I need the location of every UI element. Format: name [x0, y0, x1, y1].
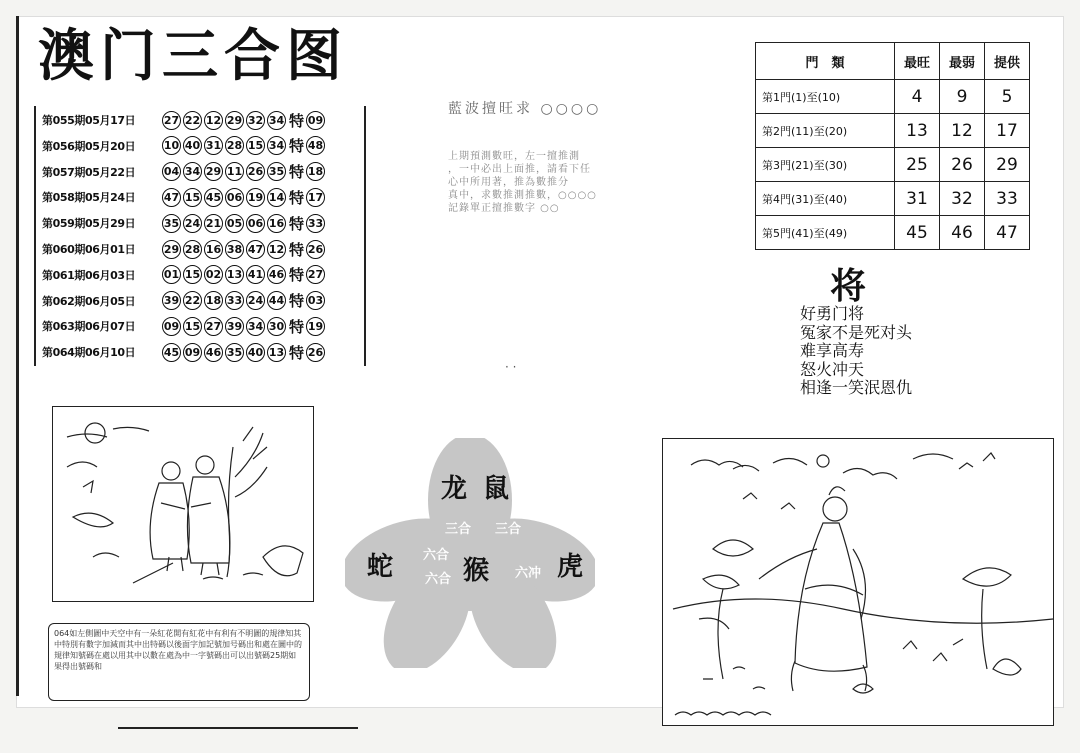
number-ball: 27 — [204, 317, 223, 336]
note-line: 心中所用著，推為數推分 — [448, 177, 569, 188]
number-ball: 27 — [162, 111, 181, 130]
number-ball: 29 — [204, 162, 223, 181]
number-ball: 28 — [183, 240, 202, 259]
draw-row — [42, 263, 327, 287]
number-ball: 35 — [225, 343, 244, 362]
number-ball: 40 — [183, 136, 202, 155]
number-ball: 13 — [267, 343, 286, 362]
number-ball: 40 — [246, 343, 265, 362]
header-cell: 提供 — [985, 43, 1030, 80]
zodiac-monkey: 猴 — [463, 556, 490, 586]
number-ball: 38 — [225, 240, 244, 259]
range-cell: 第5門(41)至(49) — [756, 216, 895, 250]
table-row — [756, 114, 1030, 148]
number-ball: 46 — [204, 343, 223, 362]
number-ball: 16 — [267, 214, 286, 233]
poem-line: 冤家不是死对头 — [800, 322, 913, 342]
note-body — [448, 150, 688, 215]
zodiac-flower — [345, 438, 595, 672]
value-cell: 29 — [985, 148, 1030, 182]
petal-tag: 三合 — [495, 522, 522, 537]
number-ball: 16 — [204, 240, 223, 259]
number-ball: 45 — [162, 343, 181, 362]
range-cell: 第3門(21)至(30) — [756, 148, 895, 182]
range-cell: 第4門(31)至(40) — [756, 182, 895, 216]
value-cell: 45 — [895, 216, 940, 250]
draw-issue-label: 第064期06月10日 — [42, 346, 136, 360]
page-title: 澳门三合图 — [38, 23, 348, 89]
special-number-ball: 19 — [306, 317, 325, 336]
value-cell: 25 — [895, 148, 940, 182]
number-ball: 15 — [246, 136, 265, 155]
number-ball: 32 — [246, 111, 265, 130]
number-ball: 47 — [162, 188, 181, 207]
header-cell: 最弱 — [940, 43, 985, 80]
draw-row — [42, 108, 327, 132]
left-edge-line — [16, 16, 19, 696]
zodiac-rat: 鼠 — [483, 474, 510, 504]
number-ball: 09 — [183, 343, 202, 362]
number-ball: 34 — [246, 317, 265, 336]
value-cell: 5 — [985, 80, 1030, 114]
value-cell: 13 — [895, 114, 940, 148]
special-label: 特 — [289, 240, 305, 259]
number-ball: 35 — [162, 214, 181, 233]
poem-line: 好勇门将 — [800, 304, 865, 323]
number-ball: 19 — [246, 188, 265, 207]
zodiac-snake: 蛇 — [367, 552, 394, 582]
value-cell: 9 — [940, 80, 985, 114]
draw-history-panel — [34, 106, 366, 366]
value-cell: 47 — [985, 216, 1030, 250]
draw-issue-label: 第062期06月05日 — [42, 294, 136, 308]
number-ball: 09 — [162, 317, 181, 336]
table-row — [756, 182, 1030, 216]
note-line: 上期預測數旺，左一擅推測 — [448, 151, 580, 162]
draw-issue-label: 第057期05月22日 — [42, 165, 136, 179]
number-ball: 31 — [204, 136, 223, 155]
value-cell: 31 — [895, 182, 940, 216]
number-ball: 24 — [183, 214, 202, 233]
riddle-text-box: 064如左側圖中天空中有一朵紅花開有紅花中有利有不明圖的規律知其中特別有數字加減而其中出特碼以後面字加記號加号碼出和處在圖中的規律知號碼在處以用其中以數在處為中一字號碼出可以出號碼25期如果得出號碼和 — [48, 623, 310, 701]
number-ball: 15 — [183, 188, 202, 207]
note-line: 真中，求數推測推數，○○○○ — [448, 190, 597, 201]
two-figures-illustration — [53, 407, 313, 601]
number-ball: 10 — [162, 136, 181, 155]
header-cell: 門 類 — [756, 43, 895, 80]
note-title: 藍波擅旺求 ○○○○ — [448, 101, 602, 117]
number-ball: 34 — [267, 111, 286, 130]
number-ball: 34 — [183, 162, 202, 181]
value-cell: 46 — [940, 216, 985, 250]
number-ball: 30 — [267, 317, 286, 336]
special-number-ball: 26 — [306, 343, 325, 362]
special-label: 特 — [289, 214, 305, 233]
table-row — [756, 80, 1030, 114]
number-ball: 12 — [204, 111, 223, 130]
special-label: 特 — [289, 317, 305, 336]
petal-tag: 六冲 — [515, 566, 542, 581]
special-number-ball: 27 — [306, 265, 325, 284]
special-label: 特 — [289, 137, 305, 156]
poem-title: 将 — [830, 265, 867, 307]
range-cell: 第2門(11)至(20) — [756, 114, 895, 148]
petal-tag: 六合 — [425, 572, 452, 587]
number-ball: 14 — [267, 188, 286, 207]
number-ball: 44 — [267, 291, 286, 310]
number-ball: 24 — [246, 291, 265, 310]
special-label: 特 — [289, 111, 305, 130]
number-ball: 45 — [204, 188, 223, 207]
poem-lines — [800, 305, 912, 398]
draw-issue-label: 第056期05月20日 — [42, 139, 136, 153]
lady-illustration — [663, 439, 1053, 725]
petal-tag: 六合 — [423, 548, 450, 563]
right-illustration-frame — [662, 438, 1054, 726]
special-label: 特 — [289, 292, 305, 311]
number-ball: 41 — [246, 265, 265, 284]
number-range-table — [755, 42, 1030, 250]
range-cell: 第1門(1)至(10) — [756, 80, 895, 114]
note-line: ，一中必出上面推，請看下任 — [448, 164, 591, 175]
draw-issue-label: 第059期05月29日 — [42, 217, 136, 231]
special-number-ball: 18 — [306, 162, 325, 181]
value-cell: 4 — [895, 80, 940, 114]
value-cell: 26 — [940, 148, 985, 182]
zodiac-dragon: 龙 — [441, 474, 468, 504]
number-ball: 33 — [225, 291, 244, 310]
special-number-ball: 03 — [306, 291, 325, 310]
number-ball: 39 — [162, 291, 181, 310]
draw-row — [42, 134, 327, 158]
draw-issue-label: 第063期06月07日 — [42, 320, 136, 334]
special-label: 特 — [289, 188, 305, 207]
number-ball: 22 — [183, 111, 202, 130]
number-ball: 13 — [225, 265, 244, 284]
special-number-ball: 17 — [306, 188, 325, 207]
note-line: 記錄單正擅推數字 ○○ — [448, 203, 560, 214]
draw-row — [42, 289, 327, 313]
decorative-dots: · · — [505, 360, 517, 374]
draw-issue-label: 第061期06月03日 — [42, 268, 136, 282]
number-ball: 06 — [246, 214, 265, 233]
draw-issue-label: 第058期05月24日 — [42, 191, 136, 205]
number-ball: 46 — [267, 265, 286, 284]
special-number-ball: 48 — [306, 136, 325, 155]
special-label: 特 — [289, 343, 305, 362]
special-label: 特 — [289, 266, 305, 285]
number-ball: 15 — [183, 265, 202, 284]
value-cell: 33 — [985, 182, 1030, 216]
header-cell: 最旺 — [895, 43, 940, 80]
draw-issue-label: 第060期06月01日 — [42, 243, 136, 256]
number-ball: 18 — [204, 291, 223, 310]
number-ball: 28 — [225, 136, 244, 155]
number-ball: 02 — [204, 265, 223, 284]
bottom-edge-line — [118, 727, 358, 729]
number-ball: 35 — [267, 162, 286, 181]
number-ball: 12 — [267, 240, 286, 259]
draw-row — [42, 160, 327, 184]
number-ball: 21 — [204, 214, 223, 233]
number-ball: 06 — [225, 188, 244, 207]
number-ball: 39 — [225, 317, 244, 336]
draw-row — [42, 211, 327, 235]
poem-line: 相逢一笑泯恩仇 — [800, 378, 913, 397]
zodiac-tiger: 虎 — [557, 552, 584, 582]
number-ball: 47 — [246, 240, 265, 259]
special-number-ball: 26 — [306, 240, 325, 259]
table-row — [756, 216, 1030, 250]
value-cell: 32 — [940, 182, 985, 216]
draw-row — [42, 185, 327, 209]
special-label: 特 — [289, 163, 305, 182]
value-cell: 12 — [940, 114, 985, 148]
value-cell: 17 — [985, 114, 1030, 148]
table-row — [756, 148, 1030, 182]
number-ball: 29 — [162, 240, 181, 259]
number-ball: 11 — [225, 162, 244, 181]
petal-tag: 三合 — [445, 522, 472, 537]
number-ball: 15 — [183, 317, 202, 336]
number-ball: 22 — [183, 291, 202, 310]
number-ball: 04 — [162, 162, 181, 181]
table-header-row — [756, 43, 1030, 80]
poem-line: 难享高寿 — [800, 341, 865, 360]
number-ball: 01 — [162, 265, 181, 284]
number-ball: 29 — [225, 111, 244, 130]
special-number-ball: 09 — [306, 111, 325, 130]
number-ball: 34 — [267, 136, 286, 155]
number-ball: 05 — [225, 214, 244, 233]
draw-issue-label: 第055期05月17日 — [42, 114, 136, 127]
draw-row — [42, 340, 327, 364]
special-number-ball: 33 — [306, 214, 325, 233]
number-ball: 26 — [246, 162, 265, 181]
poem-line: 怒火冲天 — [800, 359, 865, 379]
draw-row — [42, 237, 327, 261]
left-illustration-frame — [52, 406, 314, 602]
draw-row — [42, 314, 327, 338]
